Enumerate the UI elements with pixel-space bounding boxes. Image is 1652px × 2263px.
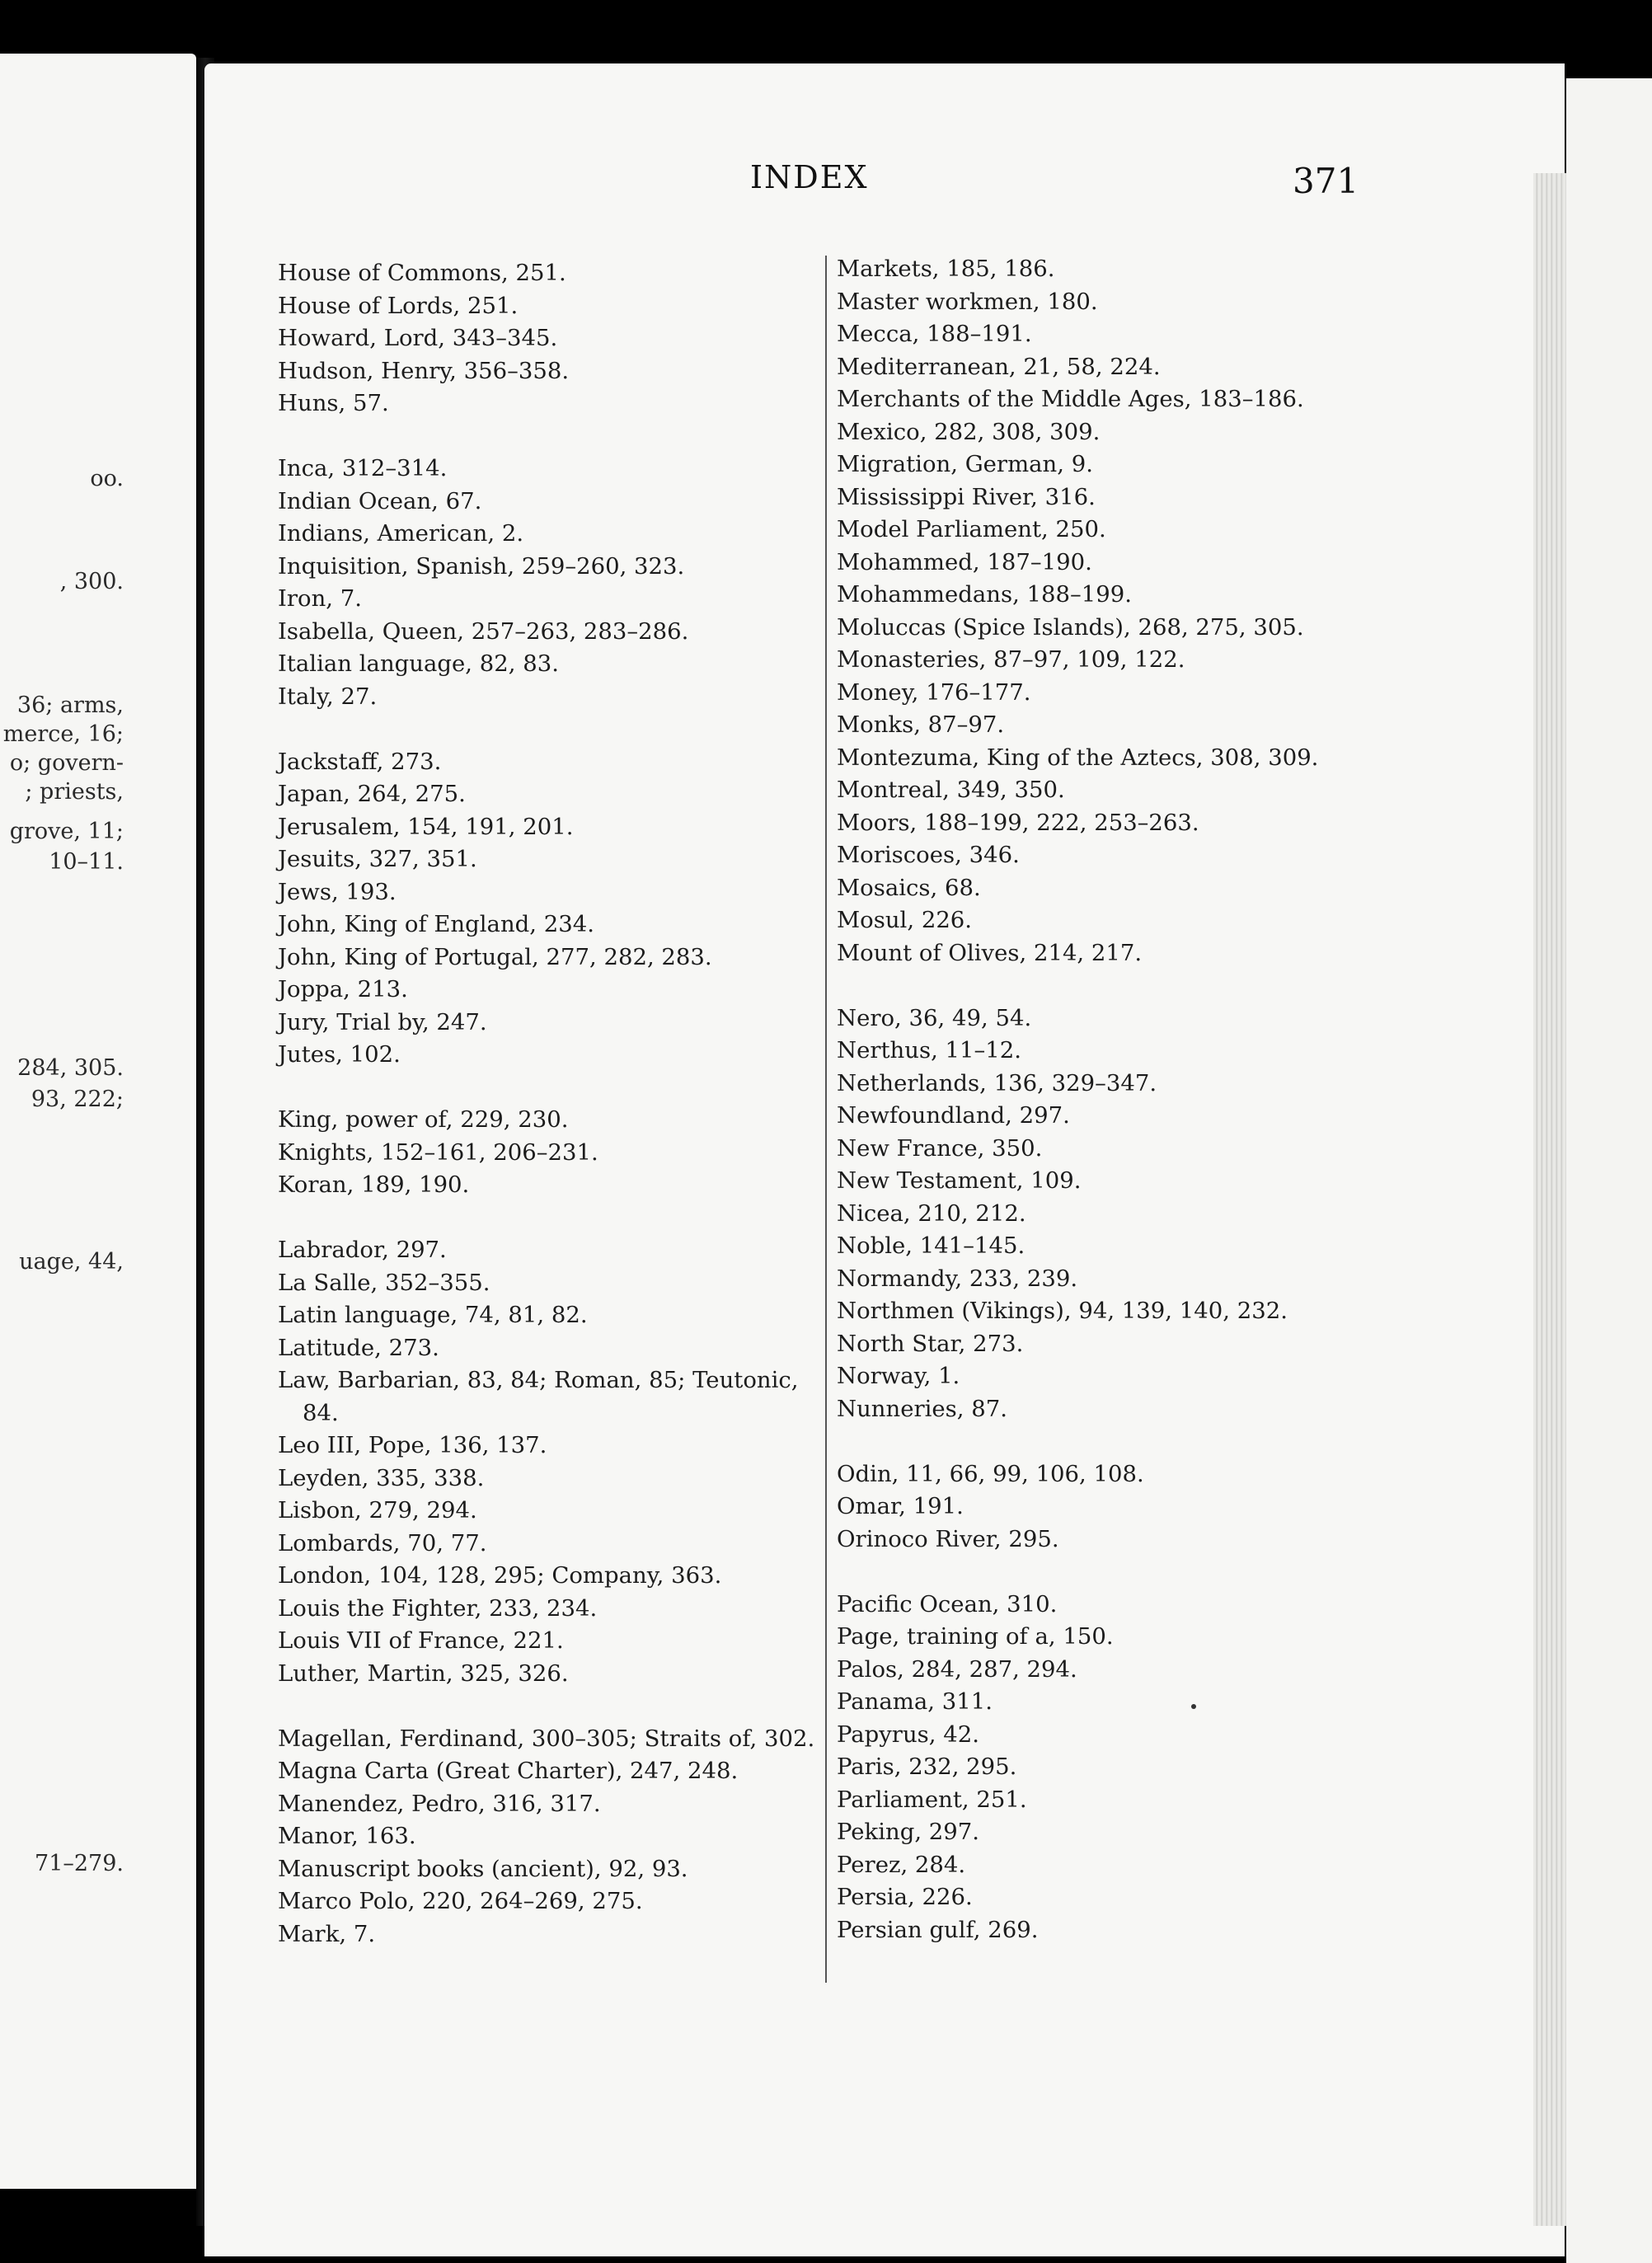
index-column-right (837, 253, 1397, 1946)
index-entry: Model Parliament, 250. (837, 516, 1106, 542)
left-page-fragment: uage, 44, (19, 1249, 124, 1275)
index-entry: Louis VII of France, 221. (278, 1627, 564, 1654)
index-entry: Nero, 36, 49, 54. (837, 1004, 1032, 1031)
index-entry: Mosul, 226. (837, 907, 973, 933)
page-number: 371 (1293, 161, 1359, 201)
index-entry: Montreal, 349, 350. (837, 777, 1065, 803)
index-entry: Leo III, Pope, 136, 137. (278, 1432, 547, 1458)
index-entry: Papyrus, 42. (837, 1721, 979, 1748)
index-entry: Paris, 232, 295. (837, 1754, 1017, 1780)
index-entry: Montezuma, King of the Aztecs, 308, 309. (837, 744, 1319, 771)
index-entry: Moors, 188–199, 222, 253–263. (837, 809, 1199, 836)
index-entry: Netherlands, 136, 329–347. (837, 1069, 1157, 1096)
index-entry: Luther, Martin, 325, 326. (278, 1660, 569, 1687)
index-entry: Law, Barbarian, 83, 84; Roman, 85; Teutonic, 84. (278, 1367, 799, 1426)
index-entry: Hudson, Henry, 356–358. (278, 357, 570, 384)
index-entry: Moriscoes, 346. (837, 842, 1020, 868)
index-entry: Markets, 185, 186. (837, 256, 1055, 282)
index-entry: Joppa, 213. (278, 976, 408, 1002)
index-entry: Master workmen, 180. (837, 288, 1098, 315)
left-page-fragment: , 300. (59, 569, 124, 594)
index-entry: Jerusalem, 154, 191, 201. (278, 813, 574, 840)
index-entry: Odin, 11, 66, 99, 106, 108. (837, 1460, 1144, 1487)
index-entry: Mediterranean, 21, 58, 224. (837, 353, 1161, 380)
index-entry: North Star, 273. (837, 1330, 1024, 1357)
left-page-fragment: 36; arms, (16, 693, 124, 718)
index-entry: Noble, 141–145. (837, 1232, 1025, 1259)
index-entry: Perez, 284. (837, 1851, 966, 1878)
index-entry: Huns, 57. (278, 390, 389, 416)
index-entry: Northmen (Vikings), 94, 139, 140, 232. (837, 1298, 1288, 1324)
index-entry: London, 104, 128, 295; Company, 363. (278, 1562, 722, 1589)
index-entry: Norway, 1. (837, 1363, 960, 1389)
index-entry: Italian language, 82, 83. (278, 650, 559, 677)
index-entry: Manendez, Pedro, 316, 317. (278, 1790, 601, 1817)
index-entry: Mosaics, 68. (837, 874, 981, 901)
index-entry: Mount of Olives, 214, 217. (837, 939, 1143, 966)
index-entry: Nicea, 210, 212. (837, 1200, 1026, 1227)
index-entry: Money, 176–177. (837, 678, 1031, 706)
index-entry: Mark, 7. (278, 1920, 376, 1947)
index-entry: Lombards, 70, 77. (278, 1529, 487, 1556)
index-entry: New France, 350. (837, 1134, 1043, 1162)
index-entry: Orinoco River, 295. (837, 1525, 1059, 1552)
left-page-fragment: 284, 305. (17, 1055, 124, 1081)
previous-page-edge (0, 54, 196, 2189)
section-spacer (278, 713, 822, 746)
index-entry: Palos, 284, 287, 294. (837, 1655, 1077, 1683)
ink-dot (1191, 1704, 1196, 1709)
left-page-fragment: ; priests, (25, 779, 124, 805)
section-spacer (278, 1072, 822, 1105)
index-entry: Leyden, 335, 338. (278, 1464, 485, 1491)
index-entry: Mohammed, 187–190. (837, 548, 1092, 575)
index-entry: Marco Polo, 220, 264–269, 275. (278, 1888, 643, 1914)
index-entry: Persia, 226. (837, 1884, 973, 1910)
index-entry: Latitude, 273. (278, 1334, 439, 1361)
left-page-fragment: 71–279. (35, 1851, 124, 1876)
index-column-left (278, 257, 822, 1951)
left-page-fragment: oo. (90, 466, 124, 491)
index-entry: Louis the Fighter, 233, 234. (278, 1594, 598, 1622)
index-entry: Japan, 264, 275. (278, 781, 466, 807)
left-page-fragment: 10–11. (49, 849, 124, 875)
index-entry: Jutes, 102. (278, 1041, 401, 1068)
index-entry: Latin language, 74, 81, 82. (278, 1302, 588, 1328)
left-page-fragment: 93, 222; (31, 1087, 124, 1112)
index-entry: La Salle, 352–355. (278, 1269, 490, 1296)
index-entry: New Testament, 109. (837, 1167, 1082, 1194)
index-entry: Mohammedans, 188–199. (837, 581, 1133, 608)
index-entry: Omar, 191. (837, 1493, 964, 1519)
index-entry: Manor, 163. (278, 1823, 416, 1849)
index-entry: House of Lords, 251. (278, 292, 519, 319)
section-spacer (837, 1425, 1397, 1458)
index-entry: Moluccas (Spice Islands), 268, 275, 305. (837, 613, 1304, 641)
index-entry: Italy, 27. (278, 683, 378, 710)
index-entry: Howard, Lord, 343–345. (278, 325, 558, 351)
index-entry: Magellan, Ferdinand, 300–305; Straits of, 302. (278, 1725, 815, 1752)
next-page-edge (1566, 78, 1652, 2263)
index-entry: Nunneries, 87. (837, 1395, 1008, 1422)
index-entry: House of Commons, 251. (278, 260, 566, 286)
index-entry: Indians, American, 2. (278, 520, 524, 547)
index-entry: Koran, 189, 190. (278, 1171, 470, 1198)
index-entry: Lisbon, 279, 294. (278, 1497, 477, 1524)
index-entry: Inquisition, Spanish, 259–260, 323. (278, 552, 685, 580)
index-entry: Parliament, 251. (837, 1786, 1027, 1813)
index-entry: Panama, 311. (837, 1688, 993, 1715)
index-entry: Iron, 7. (278, 585, 362, 612)
section-spacer (278, 420, 822, 453)
left-page-fragment: o; govern- (9, 750, 124, 776)
left-page-fragment: grove, 11; (9, 819, 124, 844)
left-page-fragment: merce, 16; (2, 721, 124, 747)
index-entry: Magna Carta (Great Charter), 247, 248. (278, 1758, 739, 1784)
index-entry: Mississippi River, 316. (837, 483, 1096, 510)
index-entry: Merchants of the Middle Ages, 183–186. (837, 386, 1304, 412)
index-entry: Inca, 312–314. (278, 455, 448, 481)
section-spacer (278, 1202, 822, 1235)
index-entry: Jury, Trial by, 247. (278, 1008, 487, 1035)
index-entry: Jackstaff, 273. (278, 748, 442, 775)
index-entry: Monks, 87–97. (837, 711, 1005, 738)
section-spacer (837, 970, 1397, 1002)
index-entry: Jews, 193. (278, 878, 397, 905)
index-entry: Peking, 297. (837, 1819, 980, 1845)
index-entry: Mexico, 282, 308, 309. (837, 418, 1101, 445)
index-entry: Isabella, Queen, 257–263, 283–286. (278, 617, 689, 645)
index-entry: John, King of Portugal, 277, 282, 283. (278, 943, 712, 970)
index-entry: Monasteries, 87–97, 109, 122. (837, 646, 1185, 673)
index-entry: Labrador, 297. (278, 1237, 447, 1263)
page-title: INDEX (750, 159, 869, 195)
index-entry: Migration, German, 9. (837, 451, 1093, 477)
index-entry: King, power of, 229, 230. (278, 1106, 569, 1133)
index-entry: Normandy, 233, 239. (837, 1265, 1078, 1292)
index-entry: Indian Ocean, 67. (278, 487, 482, 514)
index-entry: Newfoundland, 297. (837, 1102, 1070, 1129)
index-entry: Pacific Ocean, 310. (837, 1590, 1058, 1617)
index-entry: Manuscript books (ancient), 92, 93. (278, 1855, 688, 1882)
section-spacer (278, 1690, 822, 1723)
section-spacer (837, 1556, 1397, 1589)
column-divider (825, 256, 827, 1983)
index-entry: John, King of England, 234. (278, 911, 594, 937)
index-entry: Knights, 152–161, 206–231. (278, 1139, 598, 1166)
index-entry: Persian gulf, 269. (837, 1916, 1039, 1943)
page-stack-edge (1533, 173, 1566, 2226)
index-entry: Nerthus, 11–12. (837, 1037, 1022, 1063)
index-entry: Page, training of a, 150. (837, 1623, 1114, 1650)
index-entry: Jesuits, 327, 351. (278, 846, 477, 872)
index-entry: Mecca, 188–191. (837, 321, 1032, 347)
